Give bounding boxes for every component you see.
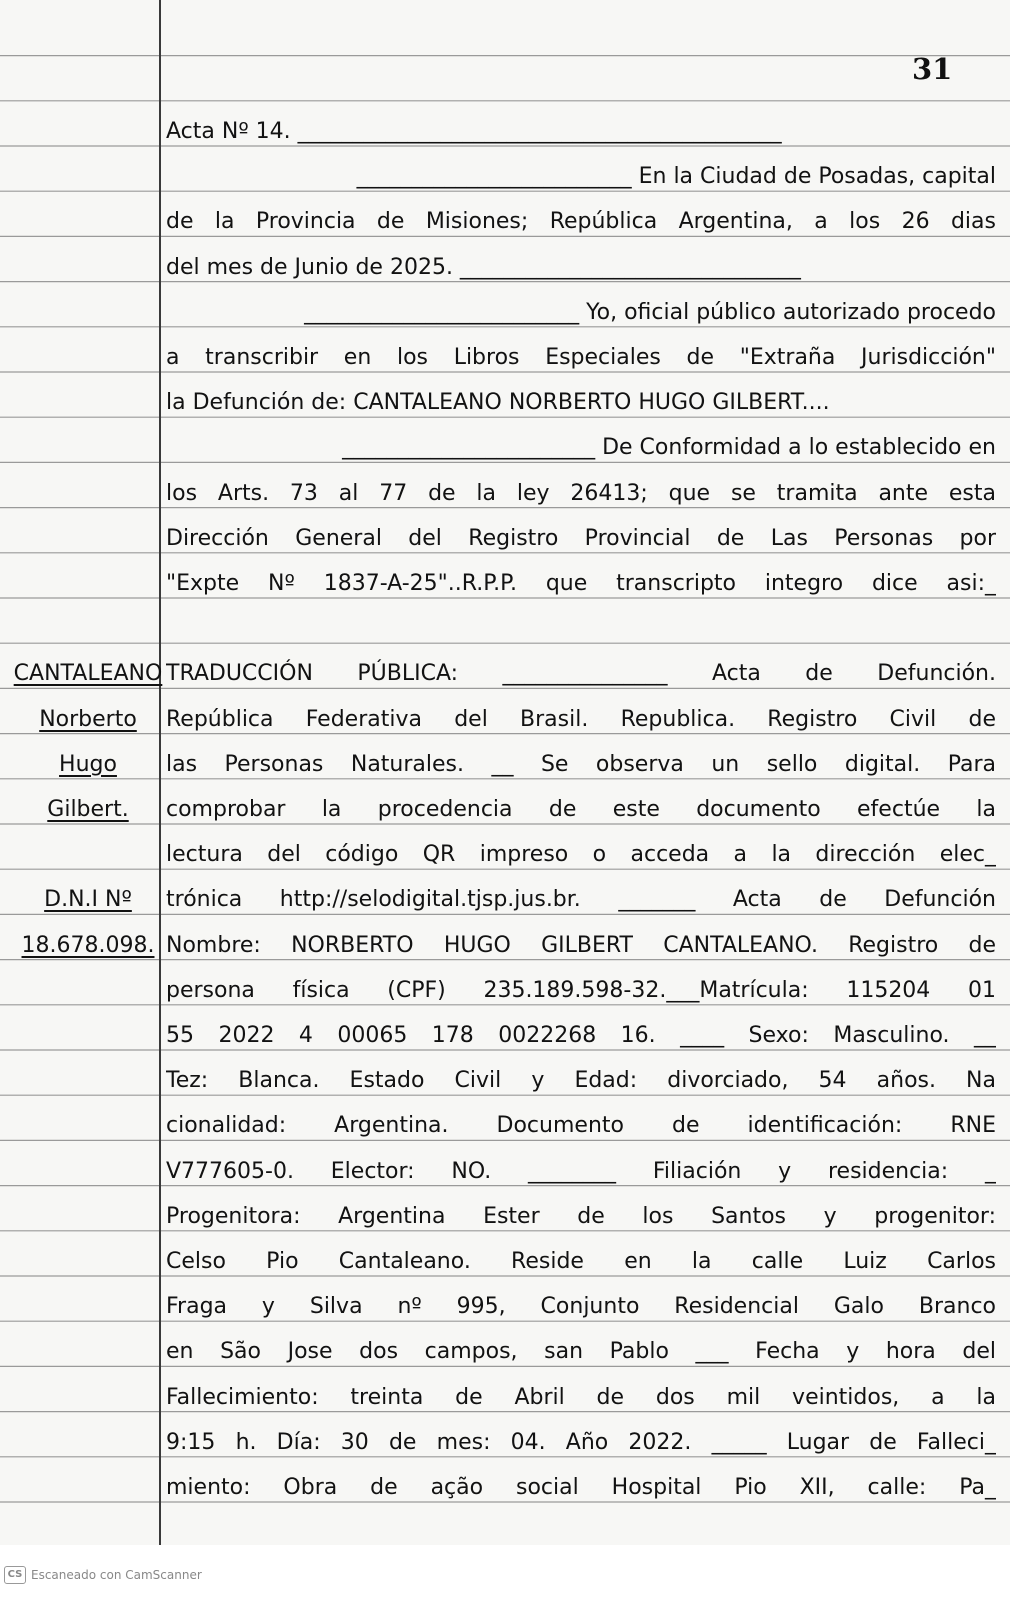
- text-line: persona física (CPF) 235.189.598-32.___Matrícula: 115204 01: [166, 977, 996, 1003]
- text-line: de la Provincia de Misiones; República Argentina, a los 26 dias: [166, 209, 996, 235]
- text-line: miento: Obra de ação social Hospital Pio XII, calle: Pa_: [166, 1475, 996, 1500]
- text-line: "Expte Nº 1837-A-25"..R.P.P. que transcripto integro dice asi:_: [166, 571, 996, 596]
- text-line: 55 2022 4 00065 178 0022268 16. ____ Sexo: Masculino. __: [166, 1023, 996, 1048]
- text-line: Acta Nº 14. ____________________________________________: [166, 119, 782, 144]
- text-line: _________________________ Yo, oficial público autorizado procedo: [304, 299, 996, 325]
- text-line: 9:15 h. Día: 30 de mes: 04. Año 2022. _____ Lugar de Falleci_: [166, 1429, 996, 1455]
- margin-note: Hugo: [59, 751, 117, 777]
- margin-note: 18.678.098.: [21, 932, 155, 958]
- text-line: V777605-0. Elector: NO. ________ Filiación y residencia: _: [166, 1158, 996, 1184]
- text-line: cionalidad: Argentina. Documento de identificación: RNE: [166, 1113, 996, 1139]
- text-line: Tez: Blanca. Estado Civil y Edad: divorciado, 54 años. Na: [166, 1068, 996, 1094]
- text-line: comprobar la procedencia de este documento efectúe la: [166, 797, 996, 822]
- margin-note: Gilbert.: [47, 797, 129, 822]
- text-line: Fraga y Silva nº 995, Conjunto Residencial Galo Branco: [166, 1294, 996, 1320]
- text-line: Progenitora: Argentina Ester de los Santos y progenitor:: [166, 1203, 996, 1229]
- text-line: TRADUCCIÓN PÚBLICA: _______________ Acta de Defunción.: [166, 661, 996, 687]
- scanner-footer: [4, 1566, 202, 1584]
- text-line: Fallecimiento: treinta de Abril de dos mil veintidos, a la: [166, 1384, 996, 1410]
- page-number: 31: [912, 52, 953, 86]
- text-line: Celso Pio Cantaleano. Reside en la calle Luiz Carlos: [166, 1249, 996, 1274]
- text-line: trónica http://selodigital.tjsp.jus.br. _______ Acta de Defunción: [166, 887, 996, 913]
- margin-note: D.N.I Nº: [44, 887, 132, 913]
- text-line: _______________________ De Conformidad a lo establecido en: [342, 435, 996, 461]
- margin-note: Norberto: [39, 706, 137, 732]
- text-line: del mes de Junio de 2025. _______________________________: [166, 254, 801, 280]
- text-line: Nombre: NORBERTO HUGO GILBERT CANTALEANO. Registro de: [166, 932, 996, 958]
- camscanner-logo-icon: CS: [4, 1566, 26, 1584]
- footer-label: Escaneado con CamScanner: [31, 1568, 202, 1582]
- text-line: la Defunción de: CANTALEANO NORBERTO HUGO GILBERT....: [166, 390, 830, 416]
- text-line: [166, 609, 996, 649]
- text-line: República Federativa del Brasil. Republica. Registro Civil de: [166, 706, 996, 732]
- text-line: lectura del código QR impreso o acceda a la dirección elec_: [166, 842, 996, 868]
- margin-note: CANTALEANO: [13, 661, 163, 687]
- text-line: _________________________ En la Ciudad de Posadas, capital: [356, 164, 996, 190]
- text-line: las Personas Naturales. __ Se observa un sello digital. Para: [166, 751, 996, 777]
- text-line: en São Jose dos campos, san Pablo ___ Fecha y hora del: [166, 1339, 996, 1365]
- text-line: a transcribir en los Libros Especiales de "Extraña Jurisdicción": [166, 345, 996, 370]
- text-line: Dirección General del Registro Provincial de Las Personas por: [166, 525, 996, 551]
- text-line: los Arts. 73 al 77 de la ley 26413; que se tramita ante esta: [166, 480, 996, 506]
